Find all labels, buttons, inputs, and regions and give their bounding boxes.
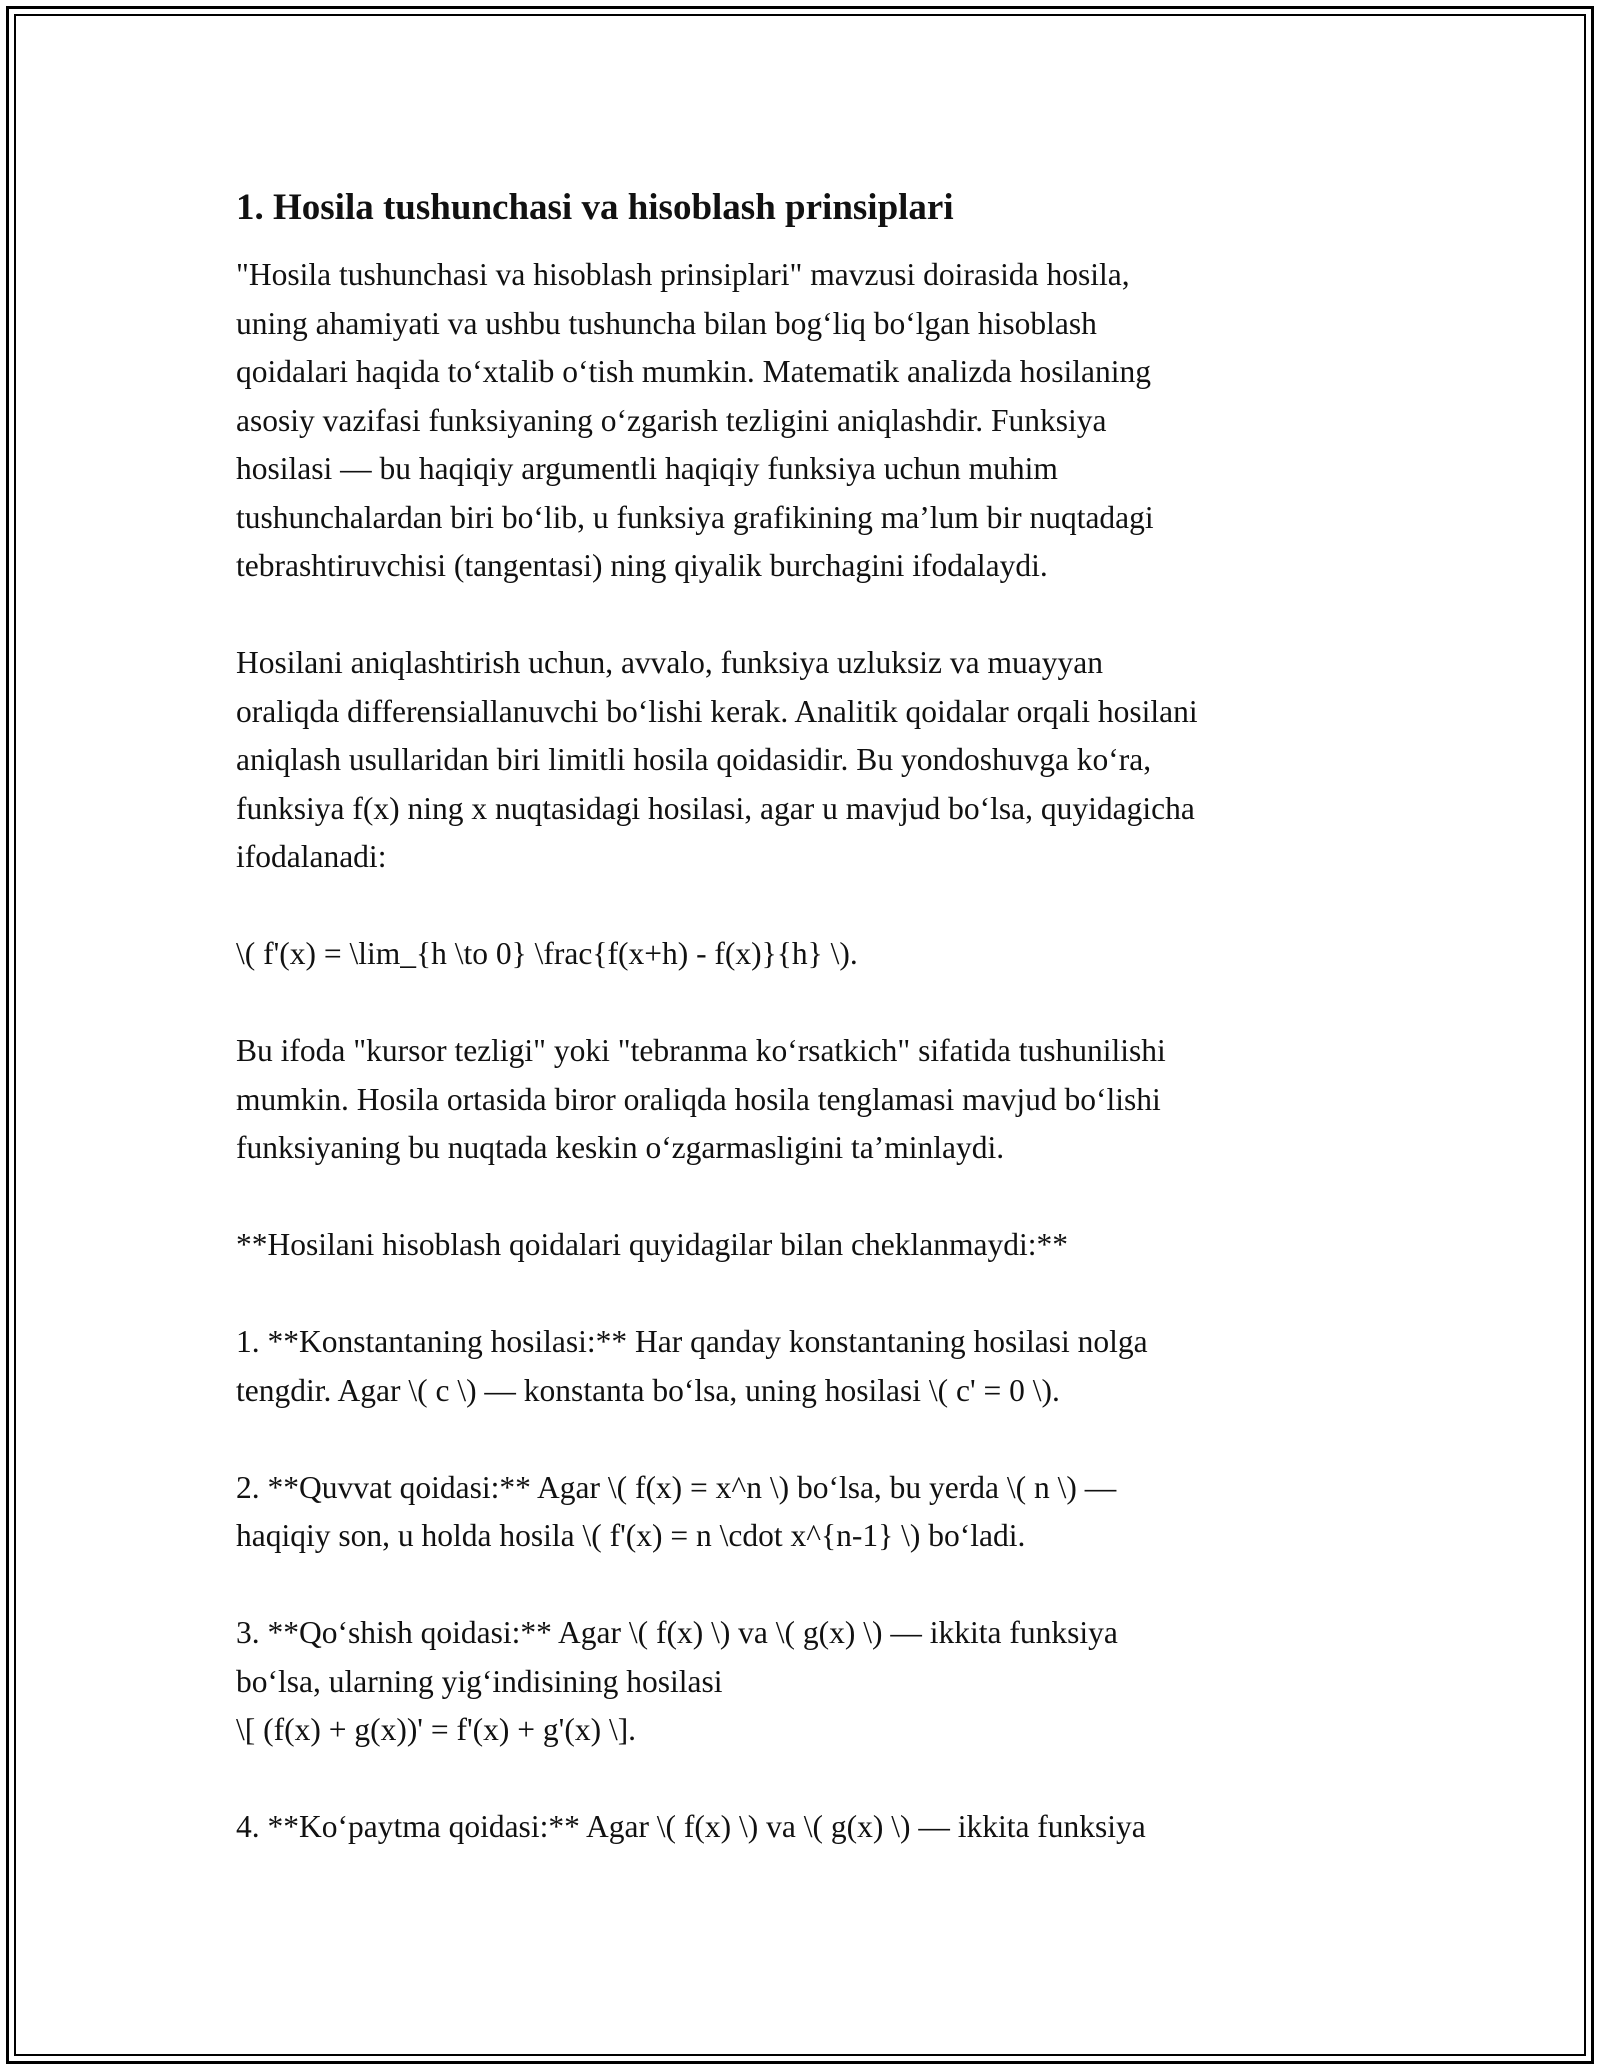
- document-body: [236, 185, 1366, 1900]
- formula-limit-definition: \( f'(x) = \lim_{h \to 0} \frac{f(x+h) - f(x)}{h} \).: [236, 936, 858, 971]
- paragraph-definition: Hosilani aniqlashtirish uchun, avvalo, funksiya uzluksiz va muayyan oraliqda differensiallanuvchi bo‘lishi kerak. Analitik qoidalar orqali hosilani aniqlash usullaridan biri limitli hosila qoidasidir. Bu yondoshuvga ko‘ra, funksiya f(x) ning x nuqtasidagi hosilasi, agar u mavjud bo‘lsa, quyidagicha ifodalanadi:: [236, 645, 1198, 874]
- rule-sum: 3. **Qo‘shish qoidasi:** Agar \( f(x) \) va \( g(x) \) — ikkita funksiya bo‘lsa, ularning yig‘indisining hosilasi \[ (f(x) + g(x))' = f'(x) + g'(x) \].: [236, 1615, 1118, 1747]
- rule-constant: 1. **Konstantaning hosilasi:** Har qanday konstantaning hosilasi nolga tengdir. Agar \( c \) — konstanta bo‘lsa, uning hosilasi \( c' = 0 \).: [236, 1324, 1148, 1408]
- rule-power: 2. **Quvvat qoidasi:** Agar \( f(x) = x^n \) bo‘lsa, bu yerda \( n \) — haqiqiy son, u holda hosila \( f'(x) = n \cdot x^{n-1} \) bo‘ladi.: [236, 1469, 1117, 1553]
- rules-heading: **Hosilani hisoblash qoidalari quyidagilar bilan cheklanmaydi:**: [236, 1227, 1068, 1262]
- rule-product: 4. **Ko‘paytma qoidasi:** Agar \( f(x) \) va \( g(x) \) — ikkita funksiya: [236, 1809, 1146, 1844]
- paragraph-intro: "Hosila tushunchasi va hisoblash prinsiplari" mavzusi doirasida hosila, uning ahamiyati va ushbu tushuncha bilan bog‘liq bo‘lgan hisoblash qoidalari haqida to‘xtalib o‘tish mumkin. Matematik analizda hosilaning asosiy vazifasi funksiyaning o‘zgarish tezligini aniqlashdir. Funksiya hosilasi — bu haqiqiy argumentli haqiqiy funksiya uchun muhim tushunchalardan biri bo‘lib, u funksiya grafikining ma’lum bir nuqtadagi tebrashtiruvchisi (tangentasi) ning qiyalik burchagini ifodalaydi.: [236, 257, 1154, 583]
- paragraph-interpretation: Bu ifoda "kursor tezligi" yoki "tebranma ko‘rsatkich" sifatida tushunilishi mumkin. Hosila ortasida biror oraliqda hosila tenglamasi mavjud bo‘lishi funksiyaning bu nuqtada keskin o‘zgarmasligini ta’minlaydi.: [236, 1033, 1166, 1165]
- document-title: 1. Hosila tushunchasi va hisoblash prinsiplari: [236, 187, 954, 228]
